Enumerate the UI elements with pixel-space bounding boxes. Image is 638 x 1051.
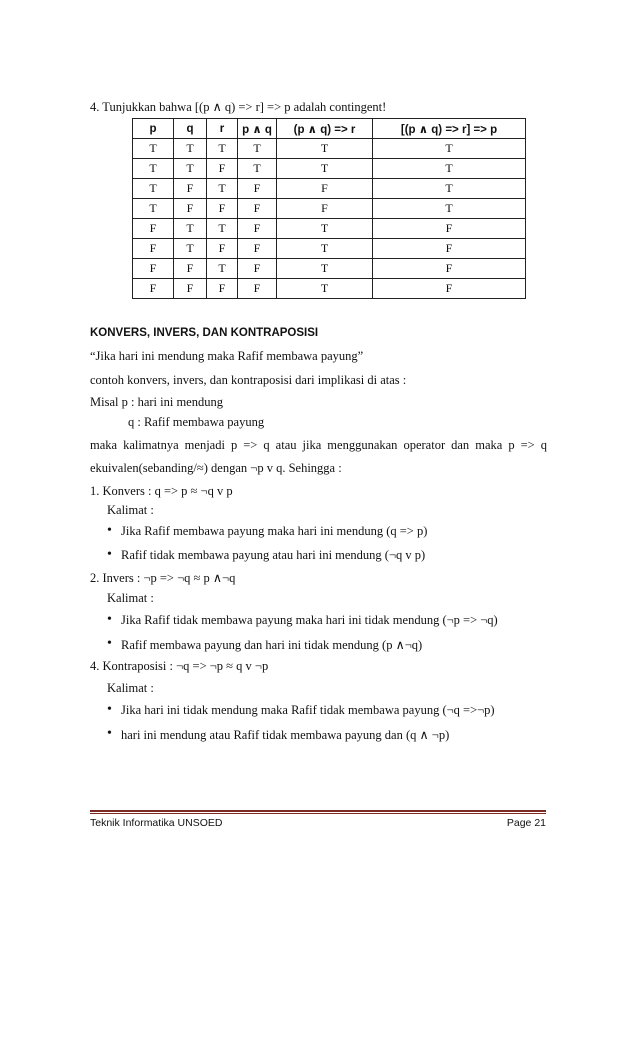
table-cell: F <box>238 199 277 219</box>
table-row <box>133 279 526 299</box>
invers-bullet-1-text: Jika Rafif tidak membawa payung maka hari ini tidak mendung (¬p => ¬q) <box>121 613 498 627</box>
invers-bullet-2-text: Rafif membawa payung dan hari ini tidak mendung (p ∧¬q) <box>121 638 423 652</box>
table-cell: T <box>174 219 207 239</box>
header-implies-p: [(p ∧ q) => r] => p <box>373 119 526 139</box>
table-cell: T <box>207 179 238 199</box>
table-cell: F <box>133 259 174 279</box>
table-cell: T <box>133 199 174 219</box>
table-row <box>133 179 526 199</box>
table-cell: F <box>133 279 174 299</box>
kontraposisi-bullet-2-text: hari ini mendung atau Rafif tidak membawa payung dan (q ∧ ¬p) <box>121 728 450 742</box>
footer-rule-thin <box>90 813 546 814</box>
quote-text: “Jika hari ini mendung maka Rafif membawa payung” <box>90 349 364 363</box>
table-cell: F <box>238 259 277 279</box>
table-cell: F <box>373 279 526 299</box>
table-row <box>133 139 526 159</box>
question-text: 4. Tunjukkan bahwa [(p ∧ q) => r] => p adalah contingent! <box>90 100 387 114</box>
table-cell: T <box>373 159 526 179</box>
table-row <box>133 199 526 219</box>
table-cell: F <box>207 279 238 299</box>
table-row <box>133 159 526 179</box>
table-cell: T <box>277 259 373 279</box>
table-row <box>133 219 526 239</box>
section-heading: KONVERS, INVERS, DAN KONTRAPOSISI <box>90 327 319 339</box>
table-cell: T <box>373 179 526 199</box>
table-cell: T <box>238 139 277 159</box>
table-cell: T <box>133 179 174 199</box>
table-cell: F <box>174 259 207 279</box>
table-cell: T <box>277 159 373 179</box>
table-cell: T <box>373 199 526 219</box>
table-cell: F <box>207 159 238 179</box>
truth-table-header-row <box>133 119 526 139</box>
table-cell: T <box>207 219 238 239</box>
table-cell: T <box>277 279 373 299</box>
table-cell: T <box>277 139 373 159</box>
table-cell: T <box>373 139 526 159</box>
invers-kalimat-label: Kalimat : <box>107 591 154 605</box>
konvers-title: 1. Konvers : q => p ≈ ¬q v p <box>90 484 233 498</box>
kontraposisi-bullet-1-text: Jika hari ini tidak mendung maka Rafif tidak membawa payung (¬q =>¬p) <box>121 703 495 717</box>
table-cell: T <box>207 139 238 159</box>
intro-text: contoh konvers, invers, dan kontraposisi dari implikasi di atas : <box>90 373 407 387</box>
header-p-and-q: p ∧ q <box>238 119 277 139</box>
konvers-bullet-2-text: Rafif tidak membawa payung atau hari ini mendung (¬q v p) <box>121 548 426 562</box>
footer-rule <box>90 810 546 812</box>
paragraph-line-1: maka kalimatnya menjadi p => q atau jika menggunakan operator dan maka p => q <box>90 438 547 452</box>
table-cell: F <box>238 179 277 199</box>
table-row <box>133 259 526 279</box>
table-cell: F <box>277 179 373 199</box>
truth-table-body <box>133 139 526 299</box>
table-cell: F <box>373 239 526 259</box>
table-cell: T <box>174 159 207 179</box>
table-cell: T <box>238 159 277 179</box>
table-cell: F <box>238 219 277 239</box>
kontraposisi-bullet-1 <box>107 703 495 718</box>
table-row <box>133 239 526 259</box>
header-implies-r: (p ∧ q) => r <box>277 119 373 139</box>
table-cell: F <box>238 239 277 259</box>
table-cell: F <box>277 199 373 219</box>
invers-title: 2. Invers : ¬p => ¬q ≈ p ∧¬q <box>90 571 236 585</box>
table-cell: F <box>373 219 526 239</box>
table-cell: F <box>133 219 174 239</box>
table-cell: F <box>238 279 277 299</box>
table-cell: T <box>207 259 238 279</box>
table-cell: F <box>174 279 207 299</box>
truth-table <box>132 118 526 299</box>
table-cell: F <box>174 199 207 219</box>
konvers-bullet-1-text: Jika Rafif membawa payung maka hari ini mendung (q => p) <box>121 524 428 538</box>
invers-bullet-2 <box>107 637 422 653</box>
table-cell: F <box>373 259 526 279</box>
header-r: r <box>207 119 238 139</box>
misal-p-text: Misal p : hari ini mendung <box>90 395 223 409</box>
table-cell: T <box>174 239 207 259</box>
konvers-kalimat-label: Kalimat : <box>107 503 154 517</box>
kontraposisi-bullet-2 <box>107 727 449 743</box>
table-cell: T <box>277 239 373 259</box>
paragraph-line-2: ekuivalen(sebanding/≈) dengan ¬p v q. Sehingga : <box>90 461 342 475</box>
kontraposisi-title: 4. Kontraposisi : ¬q => ¬p ≈ q v ¬p <box>90 659 269 673</box>
header-p: p <box>133 119 174 139</box>
table-cell: T <box>133 139 174 159</box>
footer-page-number: Page 21 <box>506 817 546 829</box>
table-cell: F <box>174 179 207 199</box>
konvers-bullet-2 <box>107 548 425 563</box>
table-cell: T <box>174 139 207 159</box>
table-cell: F <box>133 239 174 259</box>
table-cell: T <box>277 219 373 239</box>
misal-q-text: q : Rafif membawa payung <box>128 415 265 429</box>
kontraposisi-kalimat-label: Kalimat : <box>107 681 154 695</box>
footer-left-text: Teknik Informatika UNSOED <box>90 817 223 829</box>
table-cell: F <box>207 199 238 219</box>
table-cell: T <box>133 159 174 179</box>
table-cell: F <box>207 239 238 259</box>
header-q: q <box>174 119 207 139</box>
konvers-bullet-1 <box>107 524 427 539</box>
invers-bullet-1 <box>107 613 498 628</box>
